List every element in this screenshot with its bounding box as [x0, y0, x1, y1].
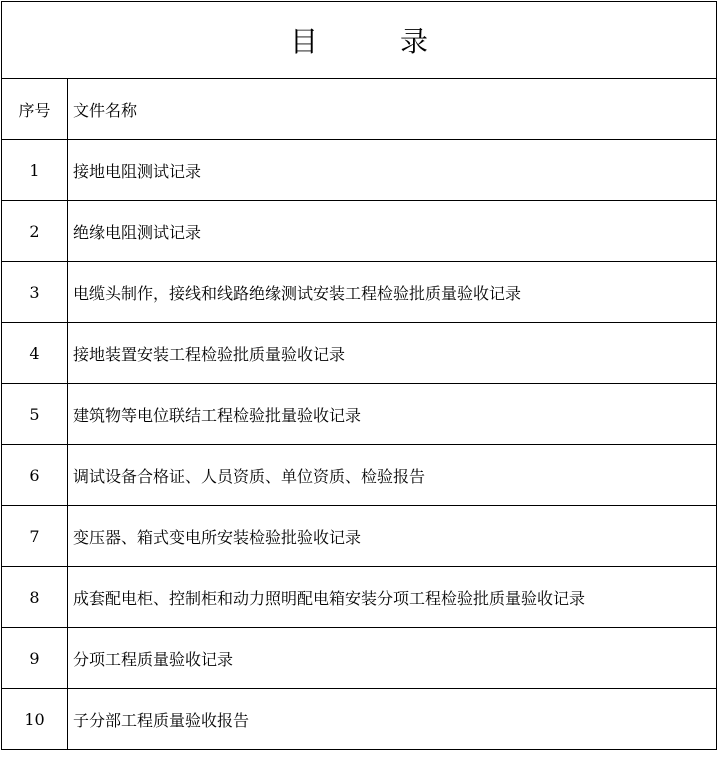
title-char-2: 录 — [400, 25, 429, 58]
row-name: 电缆头制作，接线和线路绝缘测试安装工程检验批质量验收记录 — [68, 262, 717, 323]
row-name: 调试设备合格证、人员资质、单位资质、检验报告 — [68, 445, 717, 506]
header-num: 序号 — [2, 79, 68, 140]
row-num: 5 — [2, 384, 68, 445]
row-num: 2 — [2, 201, 68, 262]
row-num: 8 — [2, 567, 68, 628]
row-name: 子分部工程质量验收报告 — [68, 689, 717, 750]
header-name: 文件名称 — [68, 79, 717, 140]
row-name: 建筑物等电位联结工程检验批量验收记录 — [68, 384, 717, 445]
row-num: 4 — [2, 323, 68, 384]
row-name: 成套配电柜、控制柜和动力照明配电箱安装分项工程检验批质量验收记录 — [68, 567, 717, 628]
row-name: 分项工程质量验收记录 — [68, 628, 717, 689]
row-name: 绝缘电阻测试记录 — [68, 201, 717, 262]
table-row — [2, 689, 717, 750]
row-num: 6 — [2, 445, 68, 506]
table-row — [2, 201, 717, 262]
page-title — [2, 2, 717, 79]
table-row — [2, 506, 717, 567]
table-row — [2, 445, 717, 506]
table-of-contents — [1, 1, 717, 750]
row-name: 接地电阻测试记录 — [68, 140, 717, 201]
table-row — [2, 567, 717, 628]
table-row — [2, 628, 717, 689]
table-row — [2, 140, 717, 201]
row-num: 3 — [2, 262, 68, 323]
row-num: 10 — [2, 689, 68, 750]
title-char-1: 目 — [289, 25, 318, 58]
header-row — [2, 79, 717, 140]
row-name: 接地装置安装工程检验批质量验收记录 — [68, 323, 717, 384]
table-row — [2, 323, 717, 384]
row-name: 变压器、箱式变电所安装检验批验收记录 — [68, 506, 717, 567]
row-num: 7 — [2, 506, 68, 567]
title-row — [2, 2, 717, 79]
row-num: 1 — [2, 140, 68, 201]
table-row — [2, 262, 717, 323]
row-num: 9 — [2, 628, 68, 689]
table-row — [2, 384, 717, 445]
